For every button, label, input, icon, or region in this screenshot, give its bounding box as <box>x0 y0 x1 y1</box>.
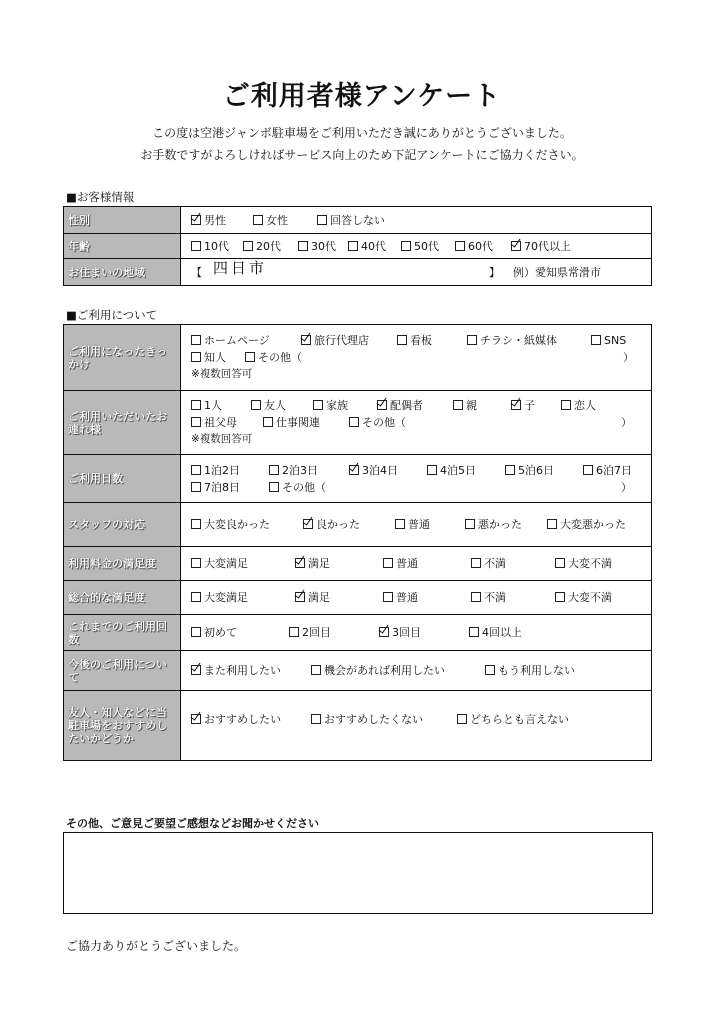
visits-checkbox[interactable] <box>379 627 389 637</box>
overall-label: 総合的な満足度 <box>64 581 181 615</box>
comments-title: その他、ご意見ご要望ご感想などお聞かせください <box>66 817 319 830</box>
days-option: 1泊2日 <box>204 463 240 477</box>
trigger-close-paren: ） <box>623 351 634 364</box>
visits-checkbox[interactable] <box>469 627 479 637</box>
age-option: 30代 <box>311 239 336 253</box>
staff-option: 大変良かった <box>204 518 270 531</box>
intro-line-1: この度は空港ジャンボ駐車場をご利用いただき誠にありがとうございました。 <box>152 126 572 140</box>
days-label: ご利用日数 <box>64 455 181 503</box>
recommend-checkbox[interactable] <box>191 714 201 724</box>
companion-checkbox[interactable] <box>191 417 201 427</box>
overall-checkbox[interactable] <box>295 592 305 602</box>
trigger-note: ※複数回答可 <box>191 368 253 380</box>
trigger-option: 旅行代理店 <box>314 334 369 347</box>
area-input[interactable]: 四日市 <box>213 258 268 277</box>
price-checkbox[interactable] <box>191 558 201 568</box>
days-checkbox[interactable] <box>191 465 201 475</box>
staff-checkbox[interactable] <box>547 519 557 529</box>
trigger-checkbox[interactable] <box>397 335 407 345</box>
companion-option: 1人 <box>204 399 222 412</box>
visits-option: 2回目 <box>302 626 331 639</box>
visits-option: 初めて <box>204 626 237 639</box>
trigger-option: 看板 <box>410 334 432 347</box>
trigger-option: その他（ <box>258 351 302 364</box>
days-checkbox[interactable] <box>349 465 359 475</box>
price-checkbox[interactable] <box>383 558 393 568</box>
companions-close-paren: ） <box>621 416 632 429</box>
trigger-checkbox[interactable] <box>191 352 201 362</box>
gender-male-checkbox[interactable] <box>191 215 201 225</box>
trigger-checkbox[interactable] <box>467 335 477 345</box>
recommend-option: おすすめしたくない <box>324 713 424 726</box>
overall-option: 大変不満 <box>568 591 612 604</box>
future-option: もう利用しない <box>498 664 575 677</box>
future-label: 今後のご利用について <box>64 651 181 691</box>
staff-option: 悪かった <box>478 518 522 531</box>
companion-checkbox[interactable] <box>511 400 521 410</box>
staff-option: 大変悪かった <box>560 518 626 531</box>
overall-option: 不満 <box>484 591 506 604</box>
age-checkbox[interactable] <box>298 241 308 251</box>
price-checkbox[interactable] <box>555 558 565 568</box>
age-checkbox[interactable] <box>455 241 465 251</box>
days-option: 4泊5日 <box>440 463 476 477</box>
area-close-bracket: 】 <box>489 265 500 279</box>
future-checkbox[interactable] <box>485 665 495 675</box>
days-option: 5泊6日 <box>518 463 554 477</box>
companion-option: その他（ <box>362 416 406 429</box>
overall-option: 普通 <box>396 591 418 604</box>
trigger-label: ご利用になったきっかけ <box>64 325 181 391</box>
age-option: 40代 <box>361 239 386 253</box>
visits-checkbox[interactable] <box>191 627 201 637</box>
page-title: ご利用者様アンケート <box>222 81 502 112</box>
companion-checkbox[interactable] <box>561 400 571 410</box>
companion-checkbox[interactable] <box>263 417 273 427</box>
price-checkbox[interactable] <box>471 558 481 568</box>
recommend-checkbox[interactable] <box>311 714 321 724</box>
days-checkbox[interactable] <box>191 482 201 492</box>
staff-checkbox[interactable] <box>395 519 405 529</box>
overall-option: 満足 <box>308 591 330 604</box>
price-option: 大変満足 <box>204 557 248 570</box>
days-checkbox[interactable] <box>583 465 593 475</box>
gender-option: 男性 <box>204 213 226 227</box>
gender-female-checkbox[interactable] <box>253 215 263 225</box>
age-checkbox[interactable] <box>401 241 411 251</box>
overall-checkbox[interactable] <box>555 592 565 602</box>
future-checkbox[interactable] <box>311 665 321 675</box>
trigger-checkbox[interactable] <box>591 335 601 345</box>
overall-checkbox[interactable] <box>191 592 201 602</box>
staff-label: スタッフの対応 <box>64 503 181 547</box>
companion-option: 仕事関連 <box>276 416 320 429</box>
visits-checkbox[interactable] <box>289 627 299 637</box>
area-label: お住まいの地域 <box>64 259 181 286</box>
age-checkbox[interactable] <box>511 241 521 251</box>
trigger-option: 知人 <box>204 351 226 364</box>
companions-note: ※複数回答可 <box>191 433 253 445</box>
staff-option: 良かった <box>316 518 360 531</box>
price-option: 普通 <box>396 557 418 570</box>
comments-textarea[interactable] <box>63 832 653 914</box>
intro-line-2: お手数ですがよろしければサービス向上のため下記アンケートにご協力ください。 <box>140 148 584 162</box>
companion-checkbox[interactable] <box>377 400 387 410</box>
gender-label: 性別 <box>64 207 181 234</box>
usage-table <box>63 324 652 761</box>
price-option: 満足 <box>308 557 330 570</box>
gender-option: 女性 <box>266 213 288 227</box>
staff-checkbox[interactable] <box>191 519 201 529</box>
trigger-checkbox[interactable] <box>245 352 255 362</box>
companion-option: 恋人 <box>574 399 596 412</box>
companion-checkbox[interactable] <box>191 400 201 410</box>
future-option: また利用したい <box>204 664 281 677</box>
area-example: 例）愛知県常滑市 <box>513 265 601 279</box>
price-option: 不満 <box>484 557 506 570</box>
price-label: 利用料金の満足度 <box>64 547 181 581</box>
customer-info-table <box>63 206 652 286</box>
usage-section-heading: ■ご利用について <box>66 308 158 322</box>
age-option: 50代 <box>414 239 439 253</box>
trigger-option: ホームページ <box>204 334 270 347</box>
trigger-checkbox[interactable] <box>191 335 201 345</box>
companion-option: 配偶者 <box>390 399 423 412</box>
companion-option: 子 <box>524 399 535 412</box>
days-close-paren: ） <box>621 480 632 494</box>
days-option: 3泊4日 <box>362 463 398 477</box>
days-option: 6泊7日 <box>596 463 632 477</box>
age-option: 70代以上 <box>524 239 571 253</box>
future-option: 機会があれば利用したい <box>324 664 445 677</box>
age-checkbox[interactable] <box>348 241 358 251</box>
staff-option: 普通 <box>408 518 430 531</box>
overall-checkbox[interactable] <box>383 592 393 602</box>
recommend-checkbox[interactable] <box>457 714 467 724</box>
age-option: 20代 <box>256 239 281 253</box>
days-checkbox[interactable] <box>269 482 279 492</box>
days-checkbox[interactable] <box>427 465 437 475</box>
days-checkbox[interactable] <box>269 465 279 475</box>
age-option: 10代 <box>204 239 229 253</box>
trigger-checkbox[interactable] <box>301 335 311 345</box>
staff-checkbox[interactable] <box>303 519 313 529</box>
companion-option: 友人 <box>264 399 286 412</box>
thanks-message: ご協力ありがとうございました。 <box>66 939 247 953</box>
companion-option: 祖父母 <box>204 416 237 429</box>
companion-checkbox[interactable] <box>349 417 359 427</box>
visits-option: 4回以上 <box>482 626 522 639</box>
companion-checkbox[interactable] <box>313 400 323 410</box>
days-option: その他（ <box>282 480 326 494</box>
days-option: 2泊3日 <box>282 463 318 477</box>
overall-checkbox[interactable] <box>471 592 481 602</box>
recommend-label: 友人・知人などに当駐車場をおすすめしたいかどうか <box>64 691 181 761</box>
future-checkbox[interactable] <box>191 665 201 675</box>
companions-label: ご利用いただいたお連れ様 <box>64 391 181 455</box>
recommend-option: おすすめしたい <box>204 713 282 726</box>
companion-option: 家族 <box>326 399 348 412</box>
visits-option: 3回目 <box>392 626 421 639</box>
gender-none-checkbox[interactable] <box>317 215 327 225</box>
overall-option: 大変満足 <box>204 591 248 604</box>
days-option: 7泊8日 <box>204 480 240 494</box>
visits-label: これまでのご利用回数 <box>64 615 181 651</box>
trigger-option: チラシ・紙媒体 <box>480 334 557 347</box>
companion-checkbox[interactable] <box>453 400 463 410</box>
age-option: 60代 <box>468 239 493 253</box>
customer-section-heading: ■お客様情報 <box>66 190 135 204</box>
recommend-option: どちらとも言えない <box>470 713 569 726</box>
gender-option: 回答しない <box>330 213 385 227</box>
companion-checkbox[interactable] <box>251 400 261 410</box>
trigger-option: SNS <box>604 334 627 347</box>
age-checkbox[interactable] <box>243 241 253 251</box>
age-checkbox[interactable] <box>191 241 201 251</box>
staff-checkbox[interactable] <box>465 519 475 529</box>
price-option: 大変不満 <box>568 557 612 570</box>
age-label: 年齢 <box>64 234 181 259</box>
area-open-bracket: 【 <box>191 265 202 279</box>
days-checkbox[interactable] <box>505 465 515 475</box>
price-checkbox[interactable] <box>295 558 305 568</box>
companion-option: 親 <box>466 399 477 412</box>
